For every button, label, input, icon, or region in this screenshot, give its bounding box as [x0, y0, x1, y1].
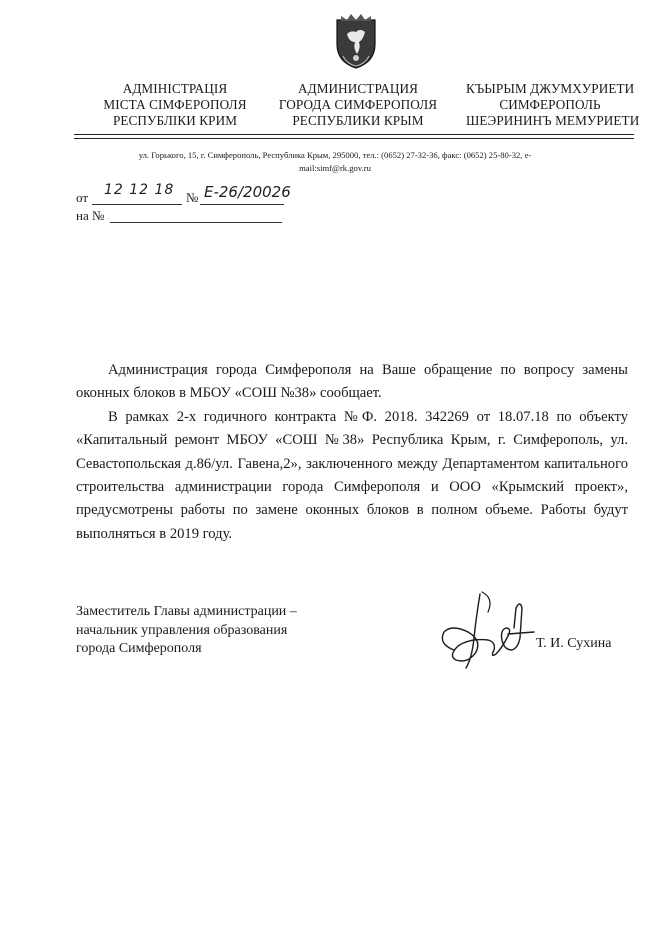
header-russian	[268, 81, 448, 129]
number-sign: №	[186, 190, 199, 205]
header-ct-line3: ШЕЭРИНИНЪ МЕМУРИЕТИ	[466, 113, 640, 128]
header-divider-thin	[74, 138, 634, 139]
handwritten-date: 12 12 18	[104, 182, 175, 198]
reply-to-underline	[110, 222, 282, 223]
header-ua-line2: МІСТА СІМФЕРОПОЛЯ	[103, 97, 247, 112]
header-ua-line3: РЕСПУБЛІКИ КРИМ	[112, 113, 238, 128]
body-paragraph-1: Администрация города Симферополя на Ваше обращение по вопросу замены оконных блоков в МБОУ «СОШ №38» сообщает.	[76, 362, 628, 402]
reply-to-label: на №	[76, 208, 105, 223]
header-ua-line1: АДМІНІСТРАЦІЯ	[122, 81, 228, 96]
letter-body	[76, 359, 628, 546]
date-underline	[92, 204, 182, 205]
header-ru-line1: АДМИНИСТРАЦИЯ	[298, 81, 418, 96]
handwritten-number: Е-26/20026	[204, 183, 291, 201]
header-ct-line2: СИМФЕРОПОЛЬ	[499, 97, 601, 112]
body-paragraph-2: В рамках 2-х годичного контракта №Ф. 2018. 342269 от 18.07.18 по объекту «Капитальный ремонт МБОУ «СОШ №38» Республика Крым, г. Симферополь, ул. Севастопольская д.86/ул. Гавена,2», заключенного между Департаментом капитального строительства администрации города Симферополя и ООО «Крымский проект», предусмотрены работы по замене оконных блоков в полном объеме. Работы будут выполняться в 2019 году.	[76, 408, 628, 542]
header-ct-line1: КЪЫРЫМ ДЖУМХУРИЕТИ	[466, 81, 635, 96]
header-crimean-tatar	[466, 81, 640, 129]
redacted-addressee	[460, 205, 630, 297]
number-underline	[200, 204, 284, 205]
address-line2: mail:simf@rk.gov.ru	[299, 163, 371, 173]
coat-of-arms-emblem	[333, 12, 379, 70]
signatory-position	[76, 603, 297, 659]
header-ukrainian	[100, 81, 250, 129]
header-ru-line3: РЕСПУБЛИКИ КРЫМ	[292, 113, 424, 128]
handwritten-signature	[436, 588, 546, 680]
position-line1: Заместитель Главы администрации –	[76, 604, 297, 619]
header-ru-line2: ГОРОДА СИМФЕРОПОЛЯ	[278, 97, 438, 112]
from-label: от	[76, 190, 89, 205]
header-divider	[74, 134, 634, 135]
signatory-name: Т. И. Сухина	[536, 636, 612, 651]
address-line1: ул. Горького, 15, г. Симферополь, Республика Крым, 295000, тел.: (0652) 27-32-36, факс: (0652) 25-80-32, е-	[138, 150, 532, 160]
position-line2: начальник управления образования	[76, 622, 288, 638]
position-line3: города Симферополя	[76, 641, 202, 656]
address-block	[100, 149, 570, 175]
